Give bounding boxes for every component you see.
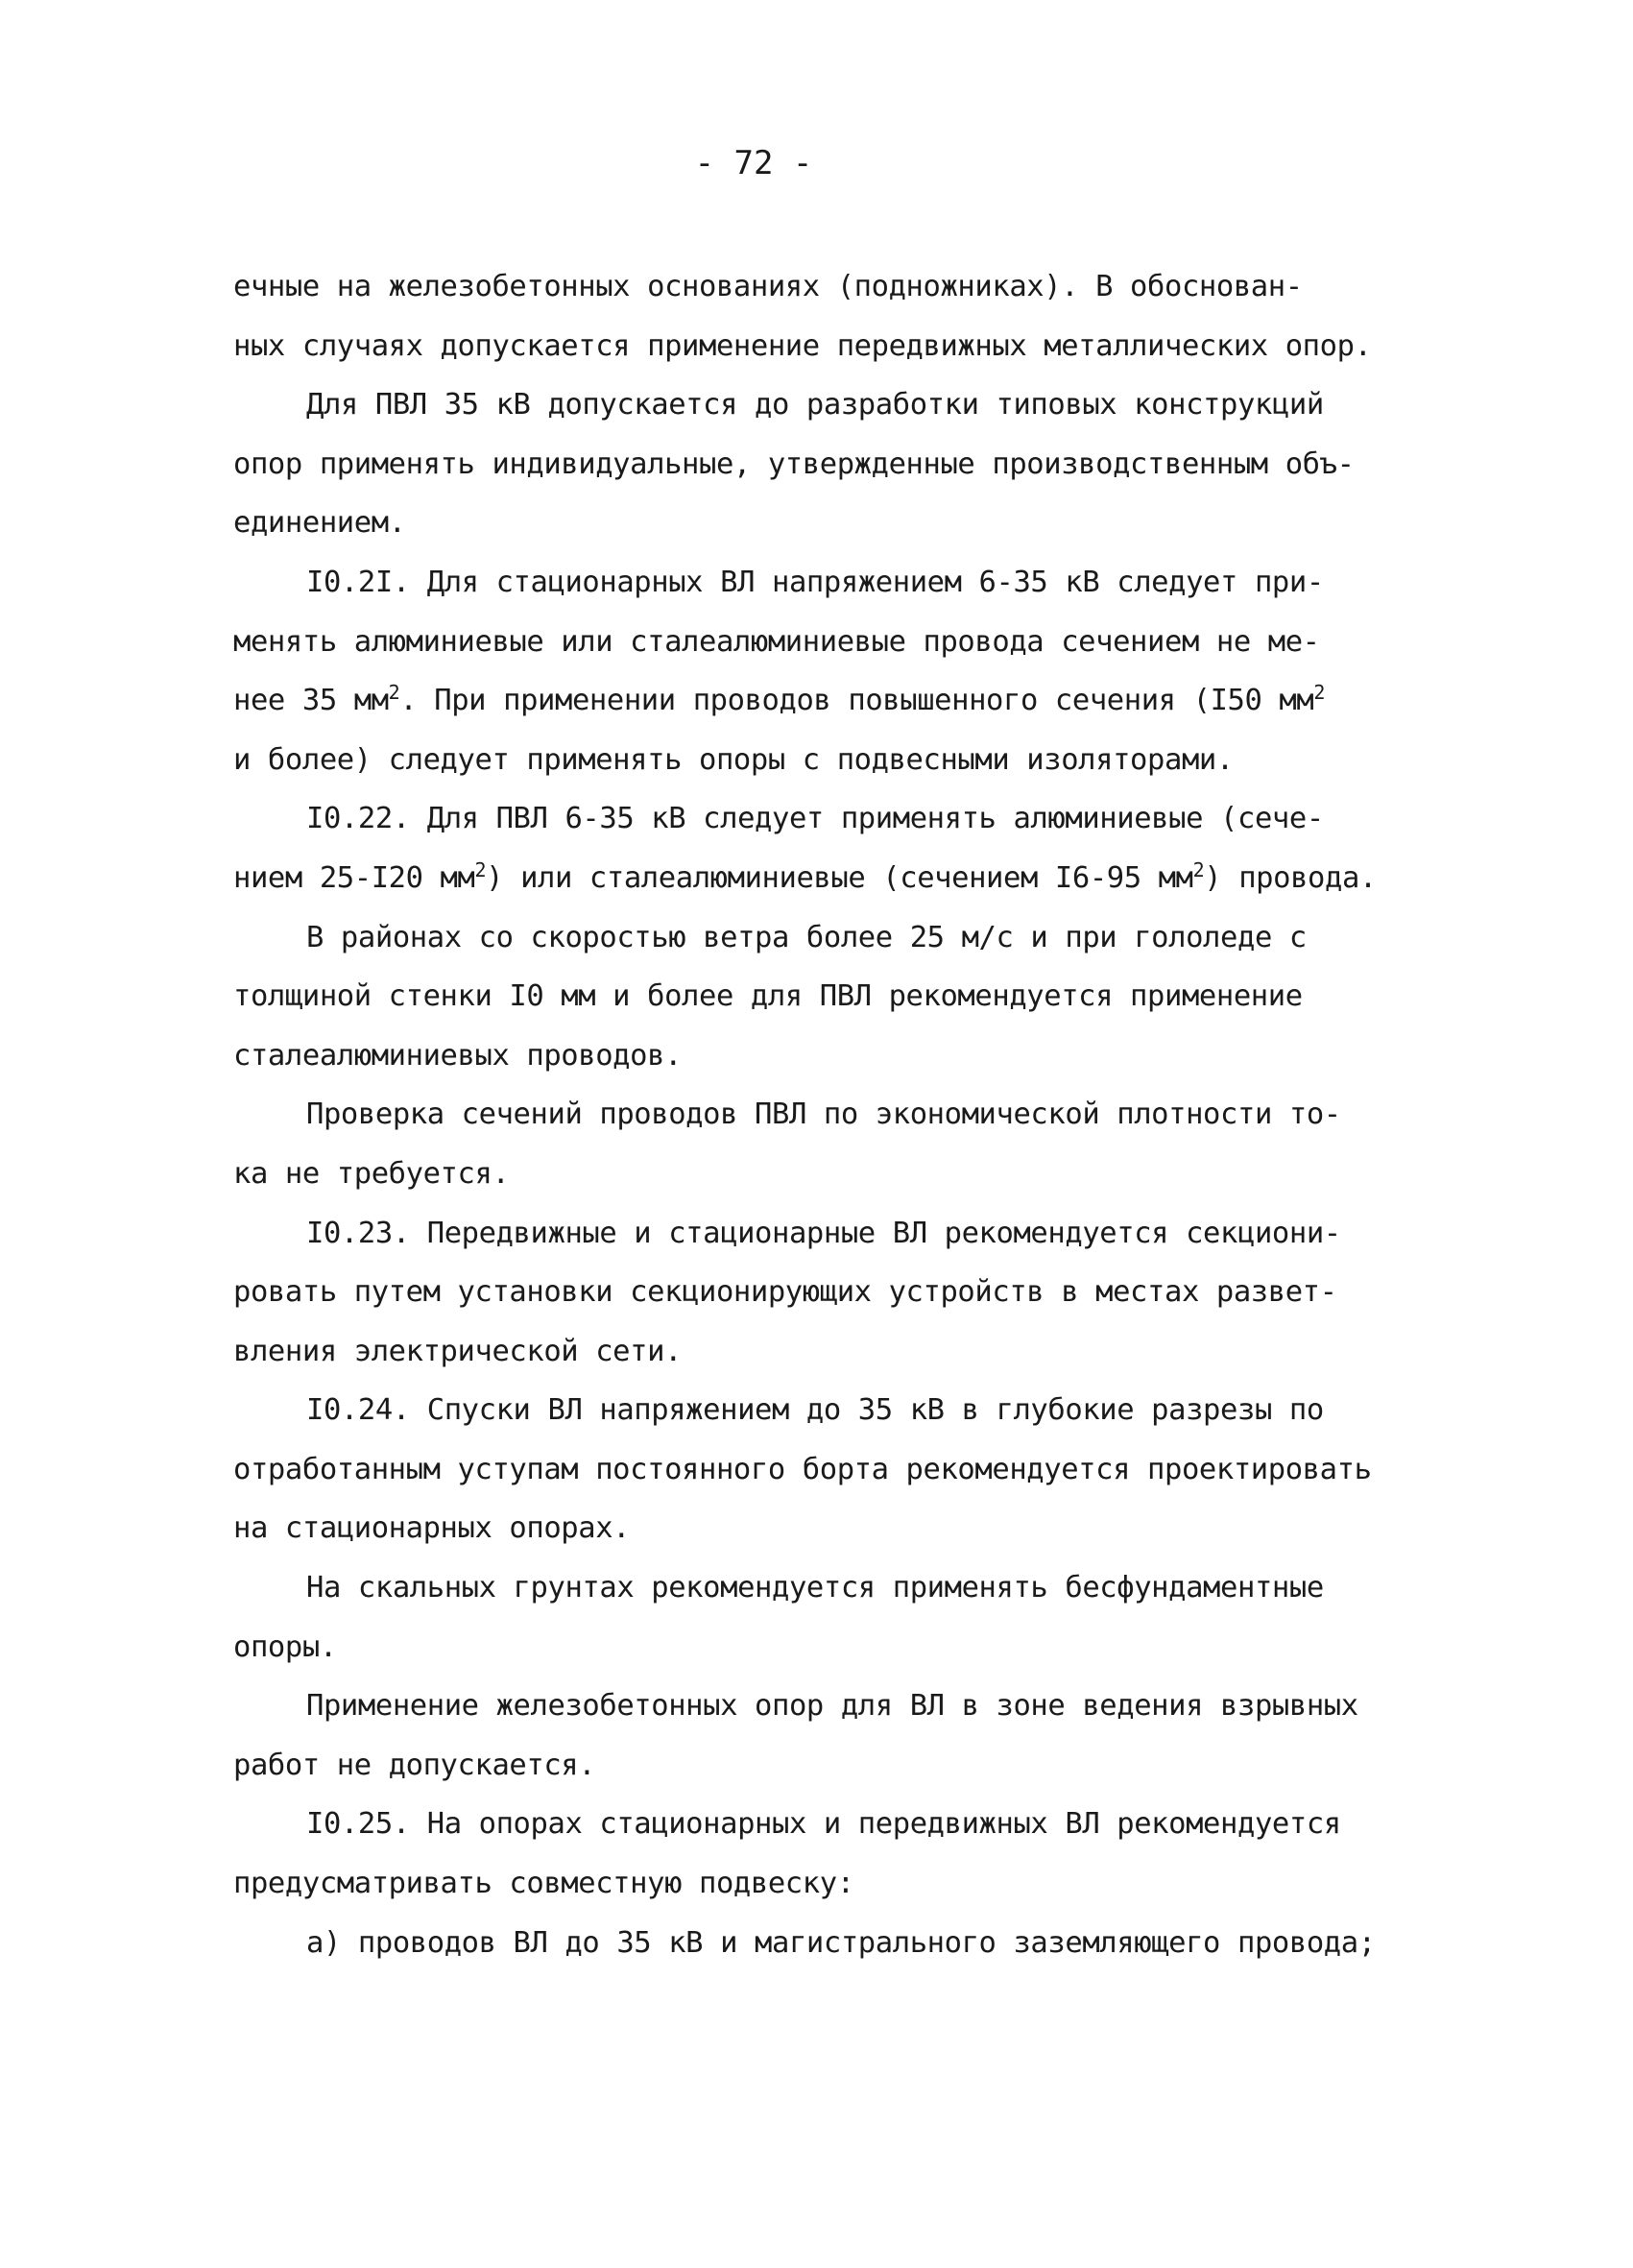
text-line [233,1499,1462,1558]
text-line [233,1558,1462,1618]
text-line [233,1026,1462,1086]
text-line [233,375,1462,435]
text-fragment: работ не допускается. [233,1748,596,1782]
superscript: 2 [1313,681,1325,704]
superscript: 2 [388,681,400,704]
text-fragment: вления электрической сети. [233,1334,683,1368]
text-line [233,494,1462,553]
text-fragment: ечные на железобетонных основаниях (подножниках). В обоснован- [233,270,1303,303]
text-line [233,1440,1462,1500]
text-fragment: предусматривать совместную подвеску: [233,1867,854,1901]
text-line [233,1085,1462,1145]
text-fragment: ных случаях допускается применение передвижных металлических опор. [233,328,1372,363]
body-text [233,257,1462,1972]
text-line [233,1914,1462,1973]
text-fragment: I0.25. На опорах стационарных и передвижных ВЛ рекомендуется [306,1807,1341,1842]
text-line [233,1381,1462,1440]
text-line [233,671,1462,731]
text-fragment: толщиной стенки I0 мм и более для ПВЛ рекомендуется применение [233,979,1303,1014]
text-fragment: на стационарных опорах. [233,1511,631,1546]
text-line [233,613,1462,672]
text-line [233,1677,1462,1736]
text-fragment: Проверка сечений проводов ПВЛ по экономической плотности то- [306,1098,1341,1132]
text-fragment: I0.24. Спуски ВЛ напряжением до 35 кВ в глубокие разрезы по [306,1393,1324,1428]
superscript: 2 [1192,857,1205,881]
superscript: 2 [474,857,487,881]
text-line [233,1204,1462,1264]
text-line [233,1618,1462,1677]
text-fragment: ка не требуется. [233,1156,510,1191]
text-line [233,1736,1462,1796]
text-fragment: Для ПВЛ 35 кВ допускается до разработки типовых конструкций [306,388,1324,422]
text-line [233,967,1462,1026]
text-fragment: I0.22. Для ПВЛ 6-35 кВ следует применять алюминиевые (сече- [306,802,1324,836]
text-fragment: ) провода. [1204,860,1377,895]
text-line [233,908,1462,968]
text-fragment: I0.2I. Для стационарных ВЛ напряжением 6-35 кВ следует при- [306,565,1324,599]
text-fragment: единением. [233,506,406,541]
text-fragment: В районах со скоростью ветра более 25 м/с и при гололеде с [306,920,1307,954]
text-fragment: менять алюминиевые или сталеалюминиевые провода сечением не ме- [233,624,1320,659]
text-fragment: опоры. [233,1629,337,1664]
text-line [233,257,1462,317]
text-line [233,1145,1462,1204]
text-fragment: . При применении проводов повышенного сечения (I50 мм [399,684,1314,718]
text-line [233,731,1462,790]
text-fragment: а) проводов ВЛ до 35 кВ и магистрального заземляющего провода; [306,1925,1376,1960]
text-fragment: нее 35 мм [233,684,389,718]
text-line [233,1322,1462,1382]
text-line [233,1854,1462,1914]
text-fragment: I0.23. Передвижные и стационарные ВЛ рекомендуется секциони- [306,1216,1341,1250]
text-fragment: Применение железобетонных опор для ВЛ в зоне ведения взрывных [306,1689,1358,1724]
text-fragment: На скальных грунтах рекомендуется применять бесфундаментные [306,1571,1324,1605]
text-line [233,1795,1462,1854]
page-number: - 72 - [694,144,813,182]
text-fragment: сталеалюминиевых проводов. [233,1038,683,1073]
text-fragment: ) или сталеалюминиевые (сечением I6-95 мм [486,860,1193,895]
text-fragment: отработанным уступам постоянного борта рекомендуется проектировать [233,1452,1372,1486]
text-fragment: ровать путем установки секционирующих устройств в местах развет- [233,1275,1337,1310]
text-line [233,789,1462,849]
text-line [233,435,1462,495]
text-line [233,849,1462,908]
text-fragment: опор применять индивидуальные, утвержденные производственным объ- [233,446,1355,481]
text-line [233,317,1462,376]
text-fragment: нием 25-I20 мм [233,860,475,895]
text-line [233,553,1462,613]
text-fragment: и более) следует применять опоры с подвесными изоляторами. [233,742,1234,777]
text-line [233,1263,1462,1322]
